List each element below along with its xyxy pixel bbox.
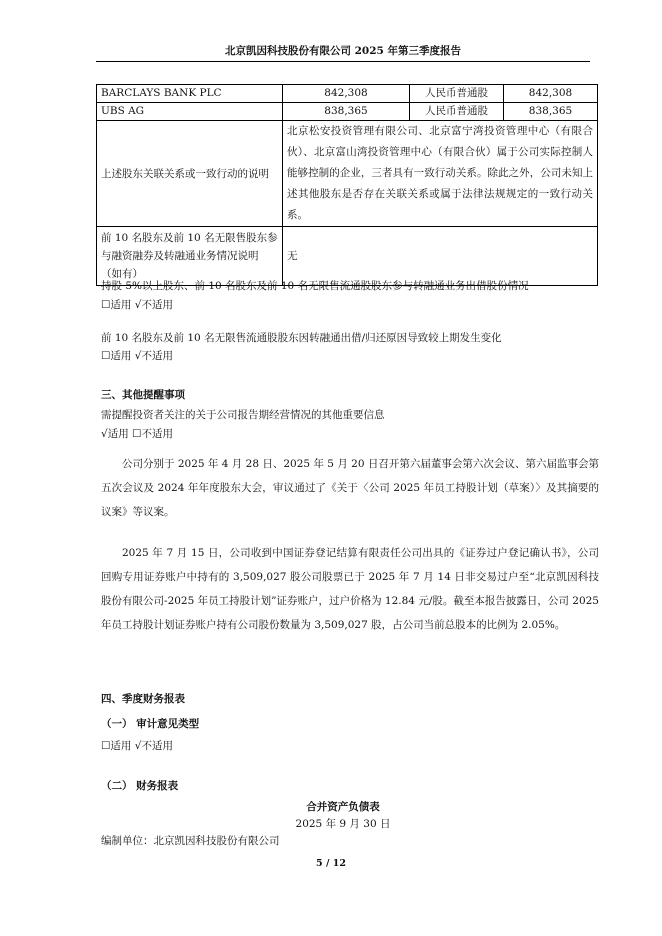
lending-options: ☐适用 √不适用 [101,299,173,311]
statement-title: 合并资产负债表 [306,801,380,813]
share-quantity: 838,365 [283,103,410,121]
audit-opinion-heading: （一） 审计意见类型 [101,718,200,730]
page-header: 北京凯因科技股份有限公司 2025 年第三季度报告 [224,45,462,57]
share-quantity: 842,308 [283,85,410,103]
share-type: 人民币普通股 [410,85,504,103]
margin-trading-label: 前 10 名股东及前 10 名无限售股东参与融资融券及转融通业务情况说明（如有） [97,227,283,286]
audit-opinion-options: ☐适用 √不适用 [101,740,173,752]
statement-date: 2025 年 9 月 30 日 [295,818,391,830]
compiler-unit: 编制单位：北京凯因科技股份有限公司 [101,835,280,847]
section3-heading: 三、其他提醒事项 [101,389,185,401]
paragraph-2: 2025 年 7 月 15 日，公司收到中国证券登记结算有限责任公司出具的《证券过户登记确认书》，公司回购专用证券账户中持有的 3,509,027 股公司股票已于 2025 年 7 月 14 日非交易过户至“北京凯因科技股份有限公司-2025 年员工持股计划”证券账户，过户价格为 12.84 元/股。截至本报告披露日，公司 2025 年员工持股计划证券账户持有公司股份数量为 3,509,027 股，占公司当前总股本的比例为 2.05%。 [101,547,599,631]
change-title: 前 10 名股东及前 10 名无限售流通股股东因转融通出借/归还原因导致较上期发生变化 [101,332,502,344]
financial-statements-heading: （二） 财务报表 [101,780,179,792]
paragraph-1: 公司分别于 2025 年 4 月 28 日、2025 年 5 月 20 日召开第六届董事会第六次会议、第六届监事会第五次会议及 2024 年年度股东大会，审议通过了《关于〈公司 2025 年员工持股计划（草案）〉及其摘要的议案》等议案。 [101,458,599,518]
margin-trading-text: 无 [283,227,598,286]
lending-title: 持股 5%以上股东、前 10 名股东及前 10 名无限售流通股股东参与转融通业务出借股份情况 [101,280,529,292]
share-type-quantity: 838,365 [504,103,598,121]
section3-options: √适用 ☐不适用 [101,428,173,440]
share-type-quantity: 842,308 [504,85,598,103]
table-row [97,103,598,121]
share-type: 人民币普通股 [410,103,504,121]
table-row [97,85,598,103]
shareholder-table [96,84,598,286]
header-divider [96,61,590,62]
shareholder-name: UBS AG [97,103,283,121]
relation-label: 上述股东关联关系或一致行动的说明 [97,121,283,227]
section3-intro: 需提醒投资者关注的关于公司报告期经营情况的其他重要信息 [101,409,385,421]
relation-text: 北京松安投资管理有限公司、北京富宁湾投资管理中心（有限合伙）、北京富山湾投资管理中心（有限合伙）属于公司实际控制人能够控制的企业，三者具有一致行动关系。除此之外，公司未知上述其他股东是否存在关联关系或属于法律法规规定的一致行动关系。 [283,121,598,227]
page-number: 5 / 12 [316,858,346,869]
section4-heading: 四、季度财务报表 [101,693,185,705]
shareholder-name: BARCLAYS BANK PLC [97,85,283,103]
change-options: ☐适用 √不适用 [101,350,173,362]
table-row [97,121,598,227]
